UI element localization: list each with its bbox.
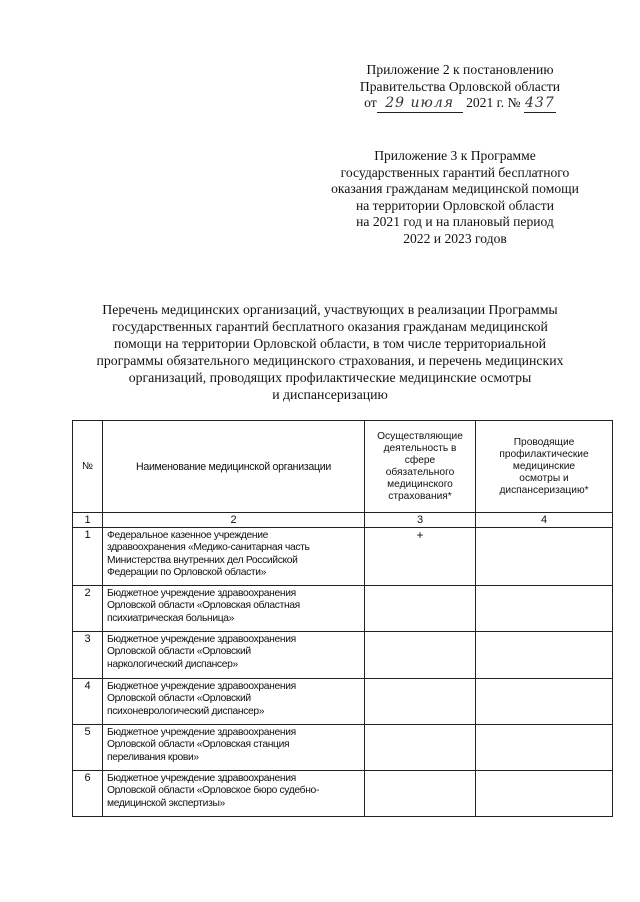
- table-row: [73, 586, 613, 632]
- org-name-line: Министерства внутренних дел Российской: [107, 554, 298, 566]
- header-oms-line: медицинского: [387, 478, 453, 490]
- header-prof-line: Проводящие: [513, 436, 575, 448]
- oms-mark: +: [365, 528, 476, 586]
- handwritten-number-field: [524, 95, 556, 113]
- appendix-3-line: государственных гарантий бесплатного: [340, 164, 570, 180]
- prof-mark: [476, 771, 613, 817]
- header-oms-line: деятельность в: [383, 442, 457, 454]
- row-number: 6: [73, 771, 103, 817]
- prof-mark: [476, 528, 613, 586]
- appendix-2-header: [330, 62, 590, 113]
- prof-mark: [476, 725, 613, 771]
- title-line: Перечень медицинских организаций, участвующих в реализации Программы: [102, 302, 558, 317]
- table-row: [73, 528, 613, 586]
- organization-name: [103, 586, 365, 632]
- org-name-line: наркологический диспансер»: [107, 658, 238, 670]
- organizations-table: [72, 420, 613, 817]
- header-oms-line: Осуществляющие: [377, 430, 463, 442]
- appendix-3-line: на территории Орловской области: [355, 197, 555, 213]
- org-name-line: Федеральное казенное учреждение: [107, 530, 269, 541]
- oms-mark: [365, 725, 476, 771]
- appendix-3-line: 2022 и 2023 годов: [403, 230, 507, 246]
- title-line: государственных гарантий бесплатного оказания гражданам медицинской: [112, 319, 548, 334]
- oms-mark: [365, 586, 476, 632]
- title-line: организаций, проводящих профилактические медицинские осмотры: [128, 370, 532, 385]
- title-line: помощи на территории Орловской области, в том числе территориальной: [113, 336, 546, 351]
- org-name-line: медицинской экспертизы»: [107, 797, 225, 809]
- appendix-2-date-line: [330, 95, 590, 113]
- column-number: 4: [476, 513, 613, 528]
- appendix-3-header: [310, 148, 600, 247]
- table-row: [73, 632, 613, 679]
- year-and-number-label: 2021 г. №: [466, 95, 521, 110]
- org-name-line: Орловской области «Орловская областная: [107, 600, 300, 612]
- prof-mark: [476, 586, 613, 632]
- appendix-3-line: оказания гражданам медицинской помощи: [331, 181, 579, 196]
- oms-mark: [365, 632, 476, 679]
- document-title: [70, 301, 590, 403]
- title-line: программы обязательного медицинского страхования, и перечень медицинских: [96, 353, 564, 368]
- org-name-line: Орловской области «Орловское бюро судебно-: [107, 785, 320, 797]
- header-oms: [365, 421, 476, 513]
- organization-name: [103, 771, 365, 817]
- org-name-line: Орловской области «Орловская станция: [107, 739, 290, 751]
- org-name-line: Бюджетное учреждение здравоохранения: [107, 681, 296, 692]
- organization-name: [103, 679, 365, 725]
- row-number: 4: [73, 679, 103, 725]
- column-number: 3: [365, 513, 476, 528]
- header-organization-name: Наименование медицинской организации: [103, 421, 365, 513]
- row-number: 5: [73, 725, 103, 771]
- header-oms-line: сфере: [404, 454, 436, 466]
- header-prof-line: диспансеризацию*: [499, 484, 589, 496]
- handwritten-date-field: [377, 95, 463, 113]
- header-oms-line: обязательного: [385, 466, 455, 478]
- header-prof-line: профилактические: [499, 448, 589, 460]
- handwritten-number: 437: [525, 95, 555, 111]
- organization-name: [103, 528, 365, 586]
- appendix-3-line: на 2021 год и на плановый период: [356, 214, 554, 229]
- header-number: №: [73, 421, 103, 513]
- org-name-line: Федерации по Орловской области»: [107, 567, 267, 579]
- header-preventive-exams: [476, 421, 613, 513]
- org-name-line: переливания крови»: [107, 751, 199, 763]
- row-number: 2: [73, 586, 103, 632]
- date-prefix: от: [364, 95, 377, 110]
- oms-mark: [365, 679, 476, 725]
- org-name-line: Бюджетное учреждение здравоохранения: [107, 588, 296, 599]
- org-name-line: Орловской области «Орловский: [107, 646, 251, 658]
- appendix-2-line-1: Приложение 2 к постановлению: [366, 62, 554, 77]
- org-name-line: Бюджетное учреждение здравоохранения: [107, 773, 296, 784]
- row-number: 1: [73, 528, 103, 586]
- prof-mark: [476, 679, 613, 725]
- column-number: 2: [103, 513, 365, 528]
- organization-name: [103, 725, 365, 771]
- prof-mark: [476, 632, 613, 679]
- org-name-line: психоневрологический диспансер»: [107, 705, 265, 717]
- header-prof-line: медицинские: [512, 460, 576, 472]
- org-name-line: психиатрическая больница»: [107, 612, 235, 624]
- row-number: 3: [73, 632, 103, 679]
- organization-name: [103, 632, 365, 679]
- org-name-line: Бюджетное учреждение здравоохранения: [107, 634, 296, 645]
- table-row: [73, 771, 613, 817]
- header-oms-line: страхования*: [388, 490, 452, 502]
- table-row: [73, 679, 613, 725]
- org-name-line: Орловской области «Орловский: [107, 693, 251, 705]
- appendix-2-line-2: Правительства Орловской области: [359, 78, 561, 94]
- org-name-line: здравоохранения «Медико-санитарная часть: [107, 542, 310, 554]
- table-row: [73, 725, 613, 771]
- table-header-row: [73, 421, 613, 513]
- column-numbers-row: [73, 513, 613, 528]
- handwritten-date: 29 июля: [385, 95, 455, 111]
- header-prof-line: осмотры и: [519, 472, 569, 484]
- oms-mark: [365, 771, 476, 817]
- title-line: и диспансеризацию: [272, 387, 388, 402]
- appendix-3-line: Приложение 3 к Программе: [374, 148, 536, 163]
- org-name-line: Бюджетное учреждение здравоохранения: [107, 727, 296, 738]
- column-number: 1: [73, 513, 103, 528]
